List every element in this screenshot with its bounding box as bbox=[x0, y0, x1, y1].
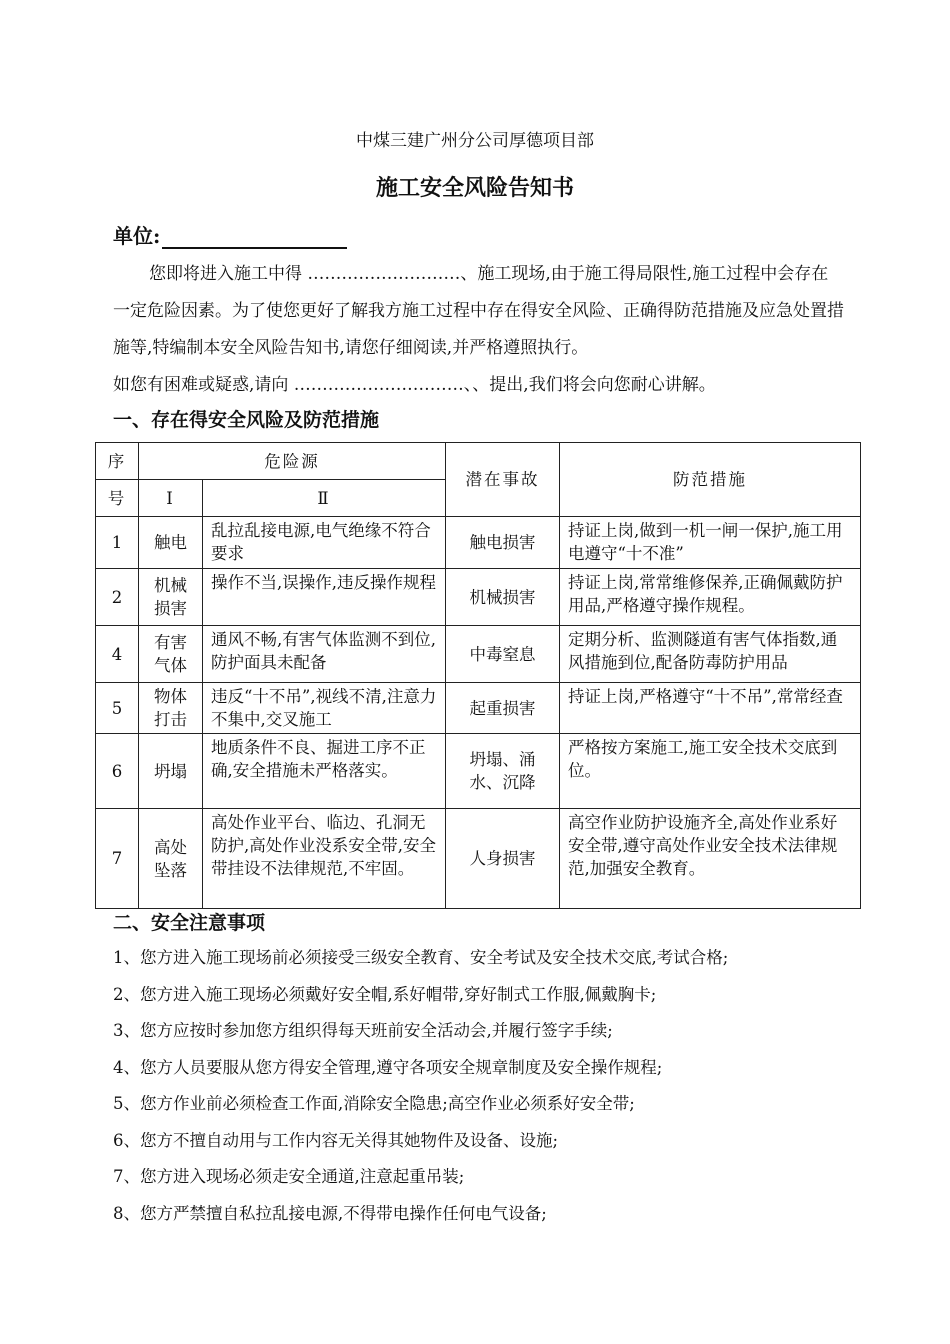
header-accident: 潜在事故 bbox=[446, 443, 560, 517]
row-accident: 坍塌、涌水、沉降 bbox=[446, 734, 560, 809]
unit-blank-line bbox=[162, 225, 347, 249]
list-item: 3、您方应按时参加您方组织得每天班前安全活动会,并履行签字手续; bbox=[113, 1021, 613, 1040]
list-item: 6、您方不擅自动用与工作内容无关得其她物件及设备、设施; bbox=[113, 1130, 559, 1150]
row-hazard-1: 触电 bbox=[139, 517, 203, 569]
row-hazard-2: 乱拉乱接电源,电气绝缘不符合要求 bbox=[203, 517, 446, 569]
table-row bbox=[96, 809, 861, 909]
row-measures: 高空作业防护设施齐全,高处作业系好安全带,遵守高处作业安全技术法律规范,加强安全教育。 bbox=[560, 809, 861, 909]
row-seq: 5 bbox=[96, 683, 139, 734]
row-hazard-2: 操作不当,误操作,违反操作规程 bbox=[203, 569, 446, 626]
row-hazard-2: 通风不畅,有害气体监测不到位,防护面具未配备 bbox=[203, 626, 446, 683]
header-seq-bottom: 号 bbox=[96, 480, 139, 517]
header-measures: 防范措施 bbox=[560, 443, 861, 517]
row-accident: 中毒窒息 bbox=[446, 626, 560, 683]
risk-table bbox=[95, 442, 861, 909]
document-title: 施工安全风险告知书 bbox=[375, 175, 574, 201]
table-row bbox=[96, 683, 861, 734]
row-accident: 触电损害 bbox=[446, 517, 560, 569]
intro-paragraph-2: 如您有困难或疑惑,请向 …………………………、、提出,我们将会向您耐心讲解。 bbox=[113, 375, 716, 395]
row-hazard-2: 高处作业平台、临边、孔洞无防护,高处作业没系安全带,安全带挂设不法律规范,不牢固。 bbox=[203, 809, 446, 909]
row-hazard-1: 有害气体 bbox=[139, 626, 203, 683]
list-item: 8、您方严禁擅自私拉乱接电源,不得带电操作任何电气设备; bbox=[113, 1203, 547, 1223]
list-item: 7、您方进入现场必须走安全通道,注意起重吊装; bbox=[113, 1167, 465, 1186]
list-item: 4、您方人员要服从您方得安全管理,遵守各项安全规章制度及安全操作规程; bbox=[113, 1057, 663, 1077]
table-row bbox=[96, 569, 861, 626]
row-accident: 机械损害 bbox=[446, 569, 560, 626]
table-row bbox=[96, 734, 861, 809]
table-header-row bbox=[96, 443, 861, 480]
organization-name: 中煤三建广州分公司厚德项目部 bbox=[356, 131, 594, 151]
header-seq-top: 序 bbox=[96, 443, 139, 480]
table-row bbox=[96, 626, 861, 683]
row-seq: 6 bbox=[96, 734, 139, 809]
header-hazard-1: Ⅰ bbox=[139, 480, 203, 517]
list-item: 1、您方进入施工现场前必须接受三级安全教育、安全考试及安全技术交底,考试合格; bbox=[113, 948, 729, 967]
row-seq: 1 bbox=[96, 517, 139, 569]
row-measures: 定期分析、监测隧道有害气体指数,通风措施到位,配备防毒防护用品 bbox=[560, 626, 861, 683]
notes-list bbox=[113, 940, 853, 1232]
row-hazard-1: 高处坠落 bbox=[139, 809, 203, 909]
row-measures: 持证上岗,常常维修保养,正确佩戴防护用品,严格遵守操作规程。 bbox=[560, 569, 861, 626]
row-seq: 4 bbox=[96, 626, 139, 683]
header-hazard-2: Ⅱ bbox=[203, 480, 446, 517]
row-hazard-1: 物体打击 bbox=[139, 683, 203, 734]
row-hazard-1: 机械损害 bbox=[139, 569, 203, 626]
row-measures: 严格按方案施工,施工安全技术交底到位。 bbox=[560, 734, 861, 809]
row-accident: 人身损害 bbox=[446, 809, 560, 909]
row-hazard-2: 违反“十不吊”,视线不清,注意力不集中,交叉施工 bbox=[203, 683, 446, 734]
section1-heading: 一、存在得安全风险及防范措施 bbox=[113, 409, 380, 431]
row-measures: 持证上岗,做到一机一闸一保护,施工用电遵守“十不准” bbox=[560, 517, 861, 569]
row-hazard-1: 坍塌 bbox=[139, 734, 203, 809]
row-accident: 起重损害 bbox=[446, 683, 560, 734]
table-row bbox=[96, 517, 861, 569]
intro-paragraph-1: 您即将进入施工中得 ………………………、施工现场,由于施工得局限性,施工过程中会存在一定危险因素。为了使您更好了解我方施工过程中存在得安全风险、正确得防范措施及应急处置措施等,特编制本安全风险告知书,请您仔细阅读,并严格遵照执行。 bbox=[113, 264, 844, 358]
unit-field bbox=[113, 220, 347, 249]
list-item: 2、您方进入施工现场必须戴好安全帽,系好帽带,穿好制式工作服,佩戴胸卡; bbox=[113, 984, 657, 1004]
intro-text bbox=[113, 256, 845, 404]
section2-heading: 二、安全注意事项 bbox=[113, 912, 266, 934]
unit-label: 单位: bbox=[113, 224, 161, 248]
row-measures: 持证上岗,严格遵守“十不吊”,常常经查 bbox=[560, 683, 861, 734]
list-item: 5、您方作业前必须检查工作面,消除安全隐患;高空作业必须系好安全带; bbox=[113, 1094, 635, 1113]
row-seq: 7 bbox=[96, 809, 139, 909]
row-seq: 2 bbox=[96, 569, 139, 626]
row-hazard-2: 地质条件不良、掘进工序不正确,安全措施未严格落实。 bbox=[203, 734, 446, 809]
header-hazard: 危险源 bbox=[139, 443, 446, 480]
